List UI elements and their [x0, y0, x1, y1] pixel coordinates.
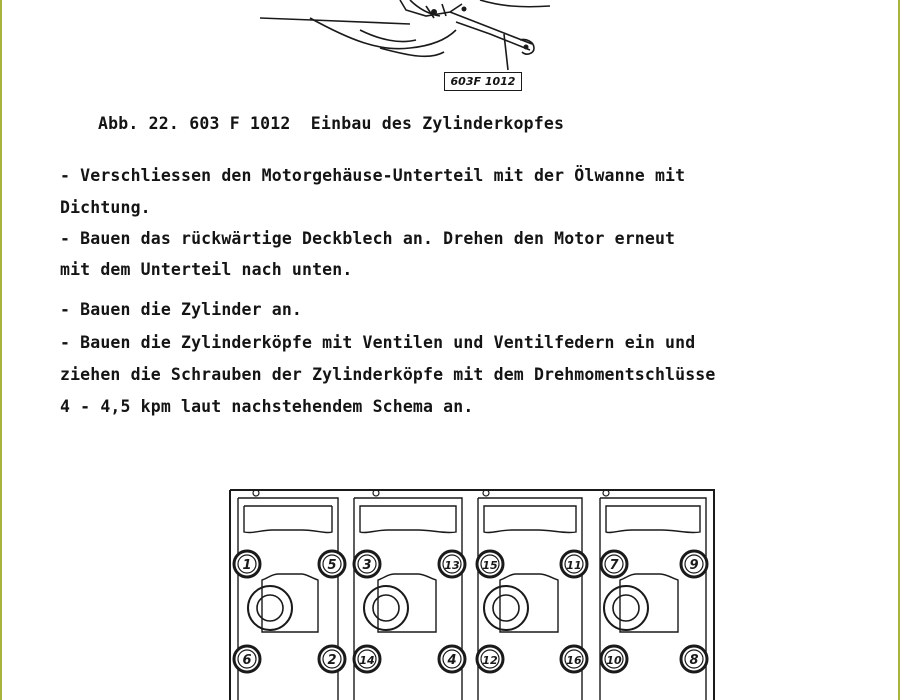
- bolt-number: 6: [242, 653, 252, 668]
- bolt-number: 12: [482, 654, 498, 667]
- bolt-mark-10: [601, 646, 627, 672]
- figure-caption: Abb. 22. 603 F 1012 Einbau des Zylinderkopfes: [98, 114, 565, 133]
- bolt-mark-7: [601, 551, 627, 577]
- bolt-mark-14: [354, 646, 380, 672]
- bolt-number: 4: [447, 653, 457, 668]
- bolt-number: 8: [689, 653, 699, 668]
- figure-reference-label: 603F 1012: [444, 72, 522, 91]
- engine-illustration: [250, 0, 570, 95]
- bolt-number: 16: [566, 654, 582, 667]
- bolt-number: 1: [242, 558, 252, 573]
- bolt-mark-6: [234, 646, 260, 672]
- bolt-mark-2: [319, 646, 345, 672]
- cylinder-head-bolt-diagram: [222, 482, 722, 700]
- instruction-line-1: - Verschliessen den Motorgehäuse-Unterteil mit der Ölwanne mit: [60, 166, 686, 185]
- instruction-line-2: Dichtung.: [60, 198, 151, 217]
- bolt-number: 2: [327, 653, 337, 668]
- bolt-number: 3: [362, 558, 372, 573]
- bolt-mark-13: [439, 551, 465, 577]
- instruction-line-6: - Bauen die Zylinderköpfe mit Ventilen und Ventilfedern ein und: [60, 333, 696, 352]
- instruction-line-4: mit dem Unterteil nach unten.: [60, 260, 353, 279]
- bolt-mark-11: [561, 551, 587, 577]
- bolt-mark-5: [319, 551, 345, 577]
- bolt-mark-15: [477, 551, 503, 577]
- bolt-mark-1: [234, 551, 260, 577]
- bolt-number: 10: [606, 654, 622, 667]
- instruction-line-3: - Bauen das rückwärtige Deckblech an. Drehen den Motor erneut: [60, 229, 676, 248]
- page-frame-left: [0, 0, 2, 700]
- bolt-number: 9: [689, 558, 699, 573]
- bolt-mark-8: [681, 646, 707, 672]
- bolt-mark-12: [477, 646, 503, 672]
- bolt-number: 13: [444, 559, 460, 572]
- bolt-number: 7: [609, 558, 619, 573]
- bolt-number: 5: [327, 558, 337, 573]
- bolt-number: 14: [359, 654, 375, 667]
- bolt-mark-9: [681, 551, 707, 577]
- instruction-line-5: - Bauen die Zylinder an.: [60, 300, 303, 319]
- bolt-number: 11: [566, 559, 582, 572]
- instruction-line-7: ziehen die Schrauben der Zylinderköpfe mit dem Drehmomentschlüsse: [60, 365, 716, 384]
- bolt-mark-4: [439, 646, 465, 672]
- bolt-mark-3: [354, 551, 380, 577]
- instruction-line-8: 4 - 4,5 kpm laut nachstehendem Schema an.: [60, 397, 474, 416]
- bolt-number: 15: [482, 559, 498, 572]
- bolt-mark-16: [561, 646, 587, 672]
